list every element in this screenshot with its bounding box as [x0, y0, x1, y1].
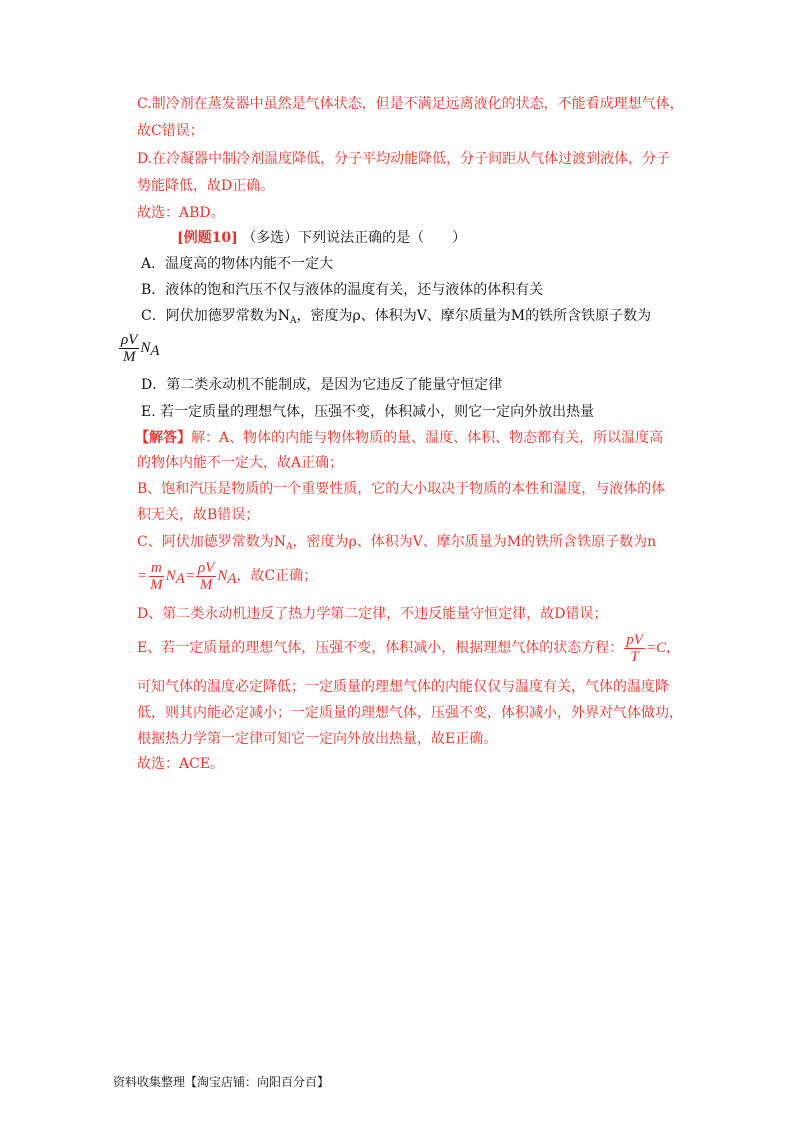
option-d: D．第二类永动机不能制成，是因为它违反了能量守恒定律	[141, 377, 503, 393]
answer-e-line2: 可知气体的温度必定降低；一定质量的理想气体的内能仅仅与温度有关，气体的温度降	[137, 679, 669, 695]
option-c	[141, 306, 651, 331]
equals-sign: =	[137, 568, 148, 584]
fraction-denominator: M	[122, 348, 136, 365]
prev-answer-c-line1: C.制冷剂在蒸发器中虽然是气体状态，但是不满足远离液化的状态，不能看成理想气体，	[137, 96, 684, 112]
footer-source: 资料收集整理【淘宝店铺：向阳百分百】	[113, 1075, 330, 1089]
fraction-denominator: M	[150, 576, 163, 593]
answer-e-comma: ，	[666, 640, 681, 656]
m-over-m-fraction	[148, 560, 165, 593]
prev-answer-choice: 故选：ABD。	[137, 205, 225, 221]
option-a: A．温度高的物体内能不一定大	[141, 256, 334, 272]
prev-answer-d-line1: D.在冷凝器中制冷剂温度降低，分子平均动能降低，分子间距从气体过渡到液体，分子	[137, 151, 671, 167]
fraction-numerator: pV	[626, 631, 643, 648]
question-stem: （多选）下列说法正确的是（ ）	[242, 230, 467, 246]
question-heading	[177, 228, 466, 248]
equals-sign: =	[184, 568, 195, 584]
fraction-numerator: ρV	[197, 559, 215, 576]
answer-a-line2: 的物体内能不一定大，故A正确；	[137, 455, 344, 471]
avogadro-subscript: A	[175, 571, 185, 587]
answer-e-pre: E、若一定质量的理想气体，压强不变，体积减小，根据理想气体的状态方程：	[137, 640, 624, 656]
answer-e-line3: 低，则其内能必定减小；一定质量的理想气体，压强不变，体积减小，外界对气体做功，	[137, 705, 683, 721]
option-c-formula	[118, 330, 160, 369]
answer-a-text: 解：A、物体的内能与物体物质的量、温度、体积、物态都有关，所以温度高	[191, 430, 664, 446]
option-c-mid: ，密度为ρ、体积为V、摩尔质量为M的铁所含铁原子数为	[296, 308, 652, 324]
answer-c-formula	[137, 558, 317, 597]
option-c-sub: A	[289, 316, 297, 326]
answer-e-line4: 根据热力学第一定律可知它一定向外放出热量，故E正确。	[137, 731, 498, 747]
answer-e-line1	[137, 630, 680, 666]
answer-c-end: ，故C正确；	[236, 568, 318, 584]
equals-c: =C	[645, 640, 667, 656]
answer-c-line1	[137, 532, 656, 557]
prev-answer-d-line2: 势能降低，故D正确。	[137, 178, 275, 194]
pv-over-t-fraction	[624, 632, 645, 665]
avogadro-symbol: N	[140, 340, 151, 356]
option-c-pre: C．阿伏加德罗常数为N	[141, 308, 290, 324]
answer-a-line1	[135, 428, 663, 448]
answer-b-line1: B、饱和汽压是物质的一个重要性质，它的大小取决于物质的本性和温度，与液体的体	[137, 481, 666, 497]
fraction-denominator: M	[199, 576, 213, 593]
avogadro-subscript: A	[227, 571, 237, 587]
question-label: [例题10]	[177, 230, 238, 246]
prev-answer-c-line2: 故C错误；	[137, 123, 204, 139]
answer-choice: 故选：ACE。	[137, 756, 225, 772]
answer-c-sub: A	[285, 542, 293, 552]
answer-c-mid: ，密度为ρ、体积为V、摩尔质量为M的铁所含铁原子数为n	[292, 534, 657, 550]
fraction-numerator: m	[150, 559, 162, 576]
answer-b-line2: 积无关，故B错误；	[137, 507, 260, 523]
answer-tag: 【解答】	[135, 430, 191, 446]
fraction-denominator: T	[630, 648, 639, 665]
rho-v-over-m-fraction	[119, 332, 139, 365]
avogadro-symbol: N	[165, 568, 176, 584]
avogadro-symbol: N	[217, 568, 228, 584]
avogadro-subscript: A	[150, 343, 160, 359]
answer-c-pre: C、阿伏加德罗常数为N	[137, 534, 286, 550]
answer-d: D、第二类永动机违反了热力学第二定律，不违反能量守恒定律，故D错误；	[137, 606, 608, 622]
rho-v-over-m-fraction	[196, 560, 216, 593]
option-e: E. 若一定质量的理想气体，压强不变，体积减小，则它一定向外放出热量	[141, 404, 595, 420]
option-b: B．液体的饱和汽压不仅与液体的温度有关，还与液体的体积有关	[141, 282, 544, 298]
fraction-numerator: ρV	[121, 331, 138, 348]
